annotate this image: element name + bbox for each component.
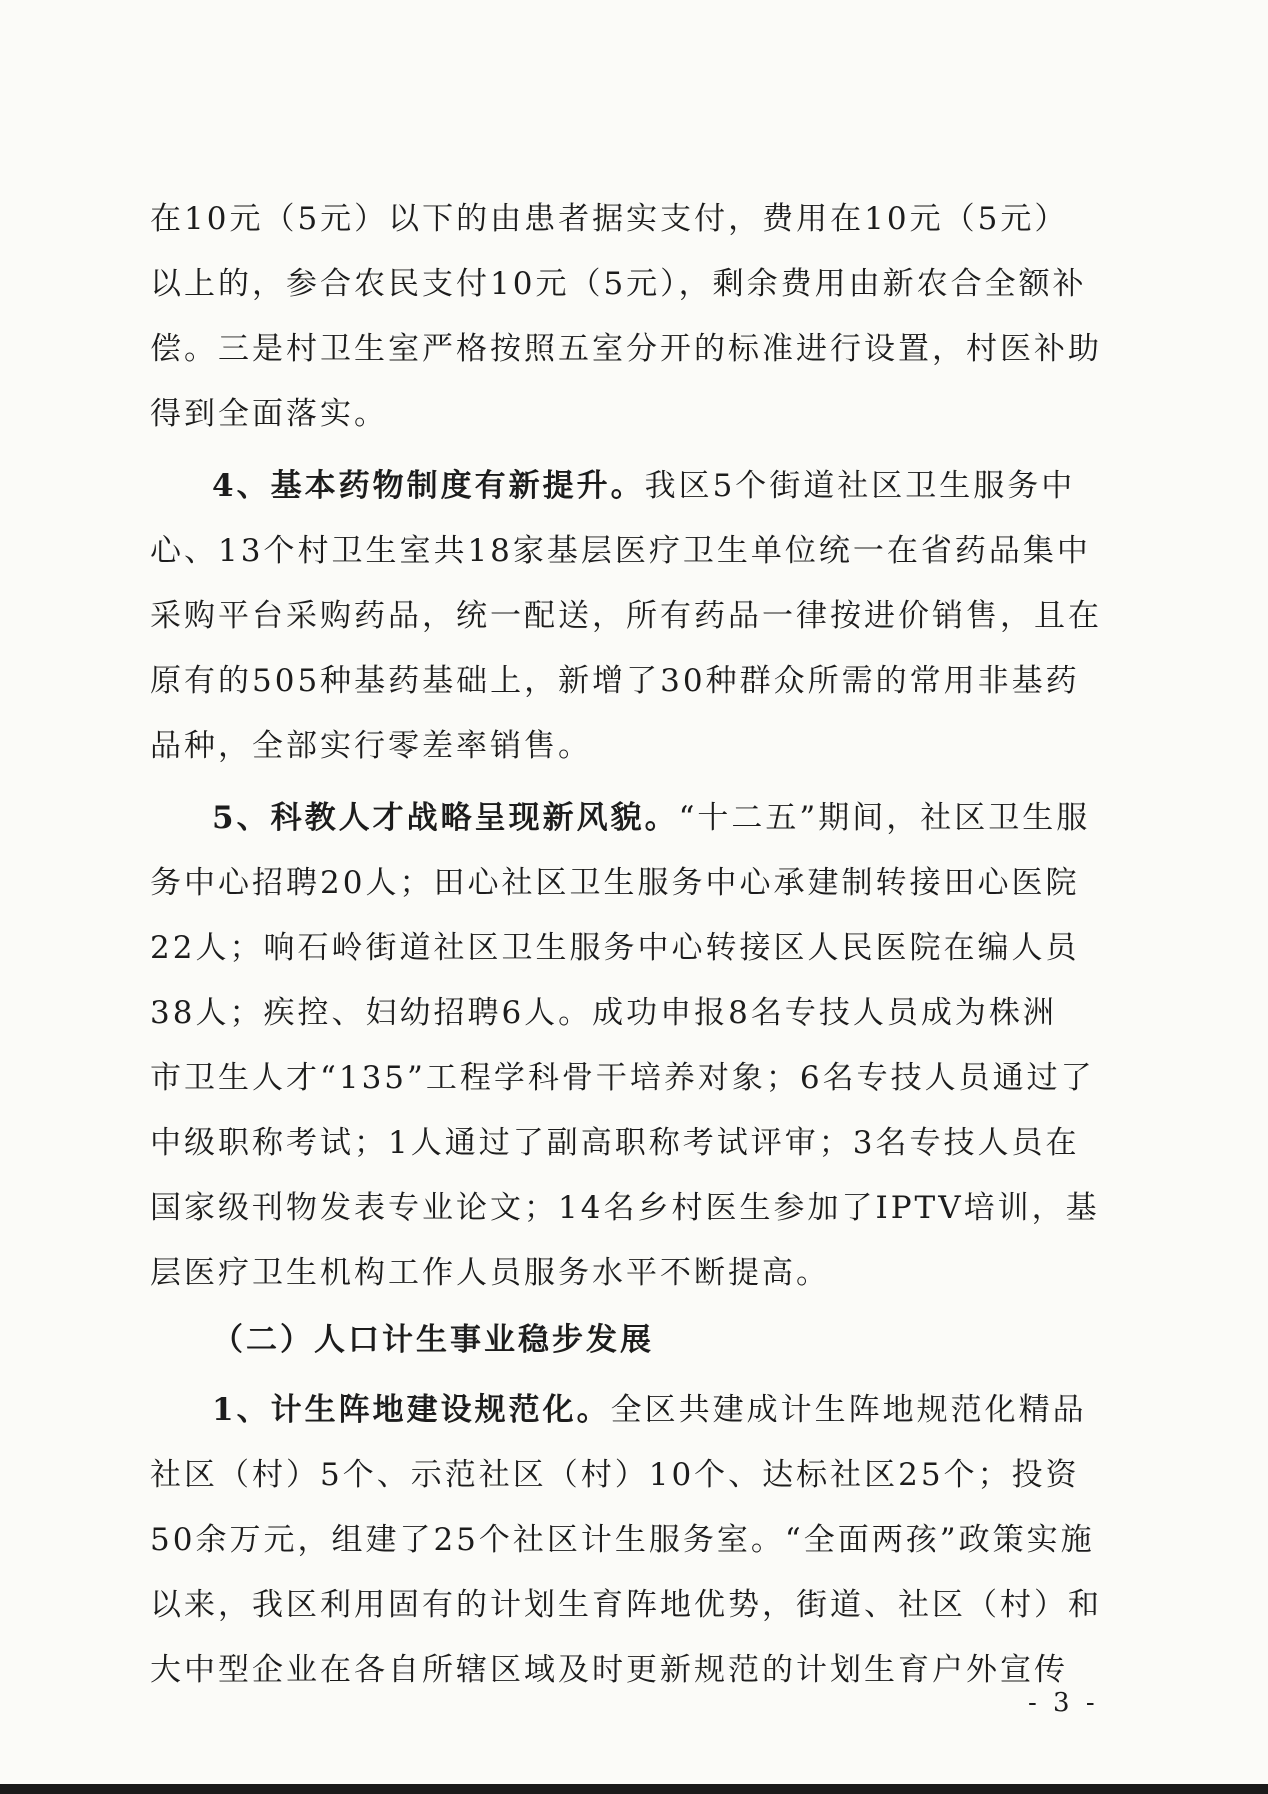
paragraph-line: 22人；响石岭街道社区卫生服务中心转接区人民医院在编人员 xyxy=(150,930,1080,966)
paragraph-line xyxy=(212,799,1090,837)
paragraph-line xyxy=(212,1391,1087,1429)
paragraph-line: 心、13个村卫生室共18家基层医疗卫生单位统一在省药品集中 xyxy=(150,533,1091,569)
scan-edge-divider xyxy=(0,1784,1268,1794)
paragraph-line: 市卫生人才“135”工程学科骨干培养对象；6名专技人员通过了 xyxy=(150,1060,1095,1096)
paragraph-line: 以来，我区利用固有的计划生育阵地优势，街道、社区（村）和 xyxy=(150,1587,1102,1623)
item-heading-basic-drugs: 4、基本药物制度有新提升。 xyxy=(212,468,645,504)
item-heading-talent-strategy: 5、科教人才战略呈现新风貌。 xyxy=(212,800,679,836)
paragraph-line: 原有的505种基药基础上，新增了30种群众所需的常用非基药 xyxy=(150,663,1080,699)
paragraph-line: 品种，全部实行零差率销售。 xyxy=(150,728,592,764)
paragraph-line: 得到全面落实。 xyxy=(150,396,388,432)
paragraph-line: 层医疗卫生机构工作人员服务水平不断提高。 xyxy=(150,1255,830,1291)
item-heading-family-planning: 1、计生阵地建设规范化。 xyxy=(212,1392,611,1428)
paragraph-line: 50余万元，组建了25个社区计生服务室。“全面两孩”政策实施 xyxy=(150,1522,1095,1558)
paragraph-line xyxy=(212,467,1075,505)
section-heading: （二）人口计生事业稳步发展 xyxy=(212,1322,654,1358)
paragraph-line: 38人；疾控、妇幼招聘6人。成功申报8名专技人员成为株洲 xyxy=(150,995,1057,1031)
paragraph-line: 中级职称考试；1人通过了副高职称考试评审；3名专技人员在 xyxy=(150,1125,1080,1161)
paragraph-line: 采购平台采购药品，统一配送，所有药品一律按进价销售，且在 xyxy=(150,598,1102,634)
page-number: - 3 - xyxy=(1028,1688,1099,1718)
paragraph-text: 我区5个街道社区卫生服务中 xyxy=(644,468,1076,504)
paragraph-line: 在10元（5元）以下的由患者据实支付，费用在10元（5元） xyxy=(150,201,1069,237)
paragraph-line: 社区（村）5个、示范社区（村）10个、达标社区25个；投资 xyxy=(150,1457,1080,1493)
paragraph-text: “十二五”期间，社区卫生服 xyxy=(678,800,1091,836)
paragraph-line: 大中型企业在各自所辖区域及时更新规范的计划生育户外宣传 xyxy=(150,1652,1068,1688)
paragraph-line: 务中心招聘20人；田心社区卫生服务中心承建制转接田心医院 xyxy=(150,865,1080,901)
paragraph-line: 偿。三是村卫生室严格按照五室分开的标准进行设置，村医补助 xyxy=(150,331,1102,367)
paragraph-line: 国家级刊物发表专业论文；14名乡村医生参加了IPTV培训，基 xyxy=(150,1190,1100,1226)
paragraph-text: 全区共建成计生阵地规范化精品 xyxy=(610,1392,1087,1428)
paragraph-line: 以上的，参合农民支付10元（5元），剩余费用由新农合全额补 xyxy=(150,266,1087,302)
